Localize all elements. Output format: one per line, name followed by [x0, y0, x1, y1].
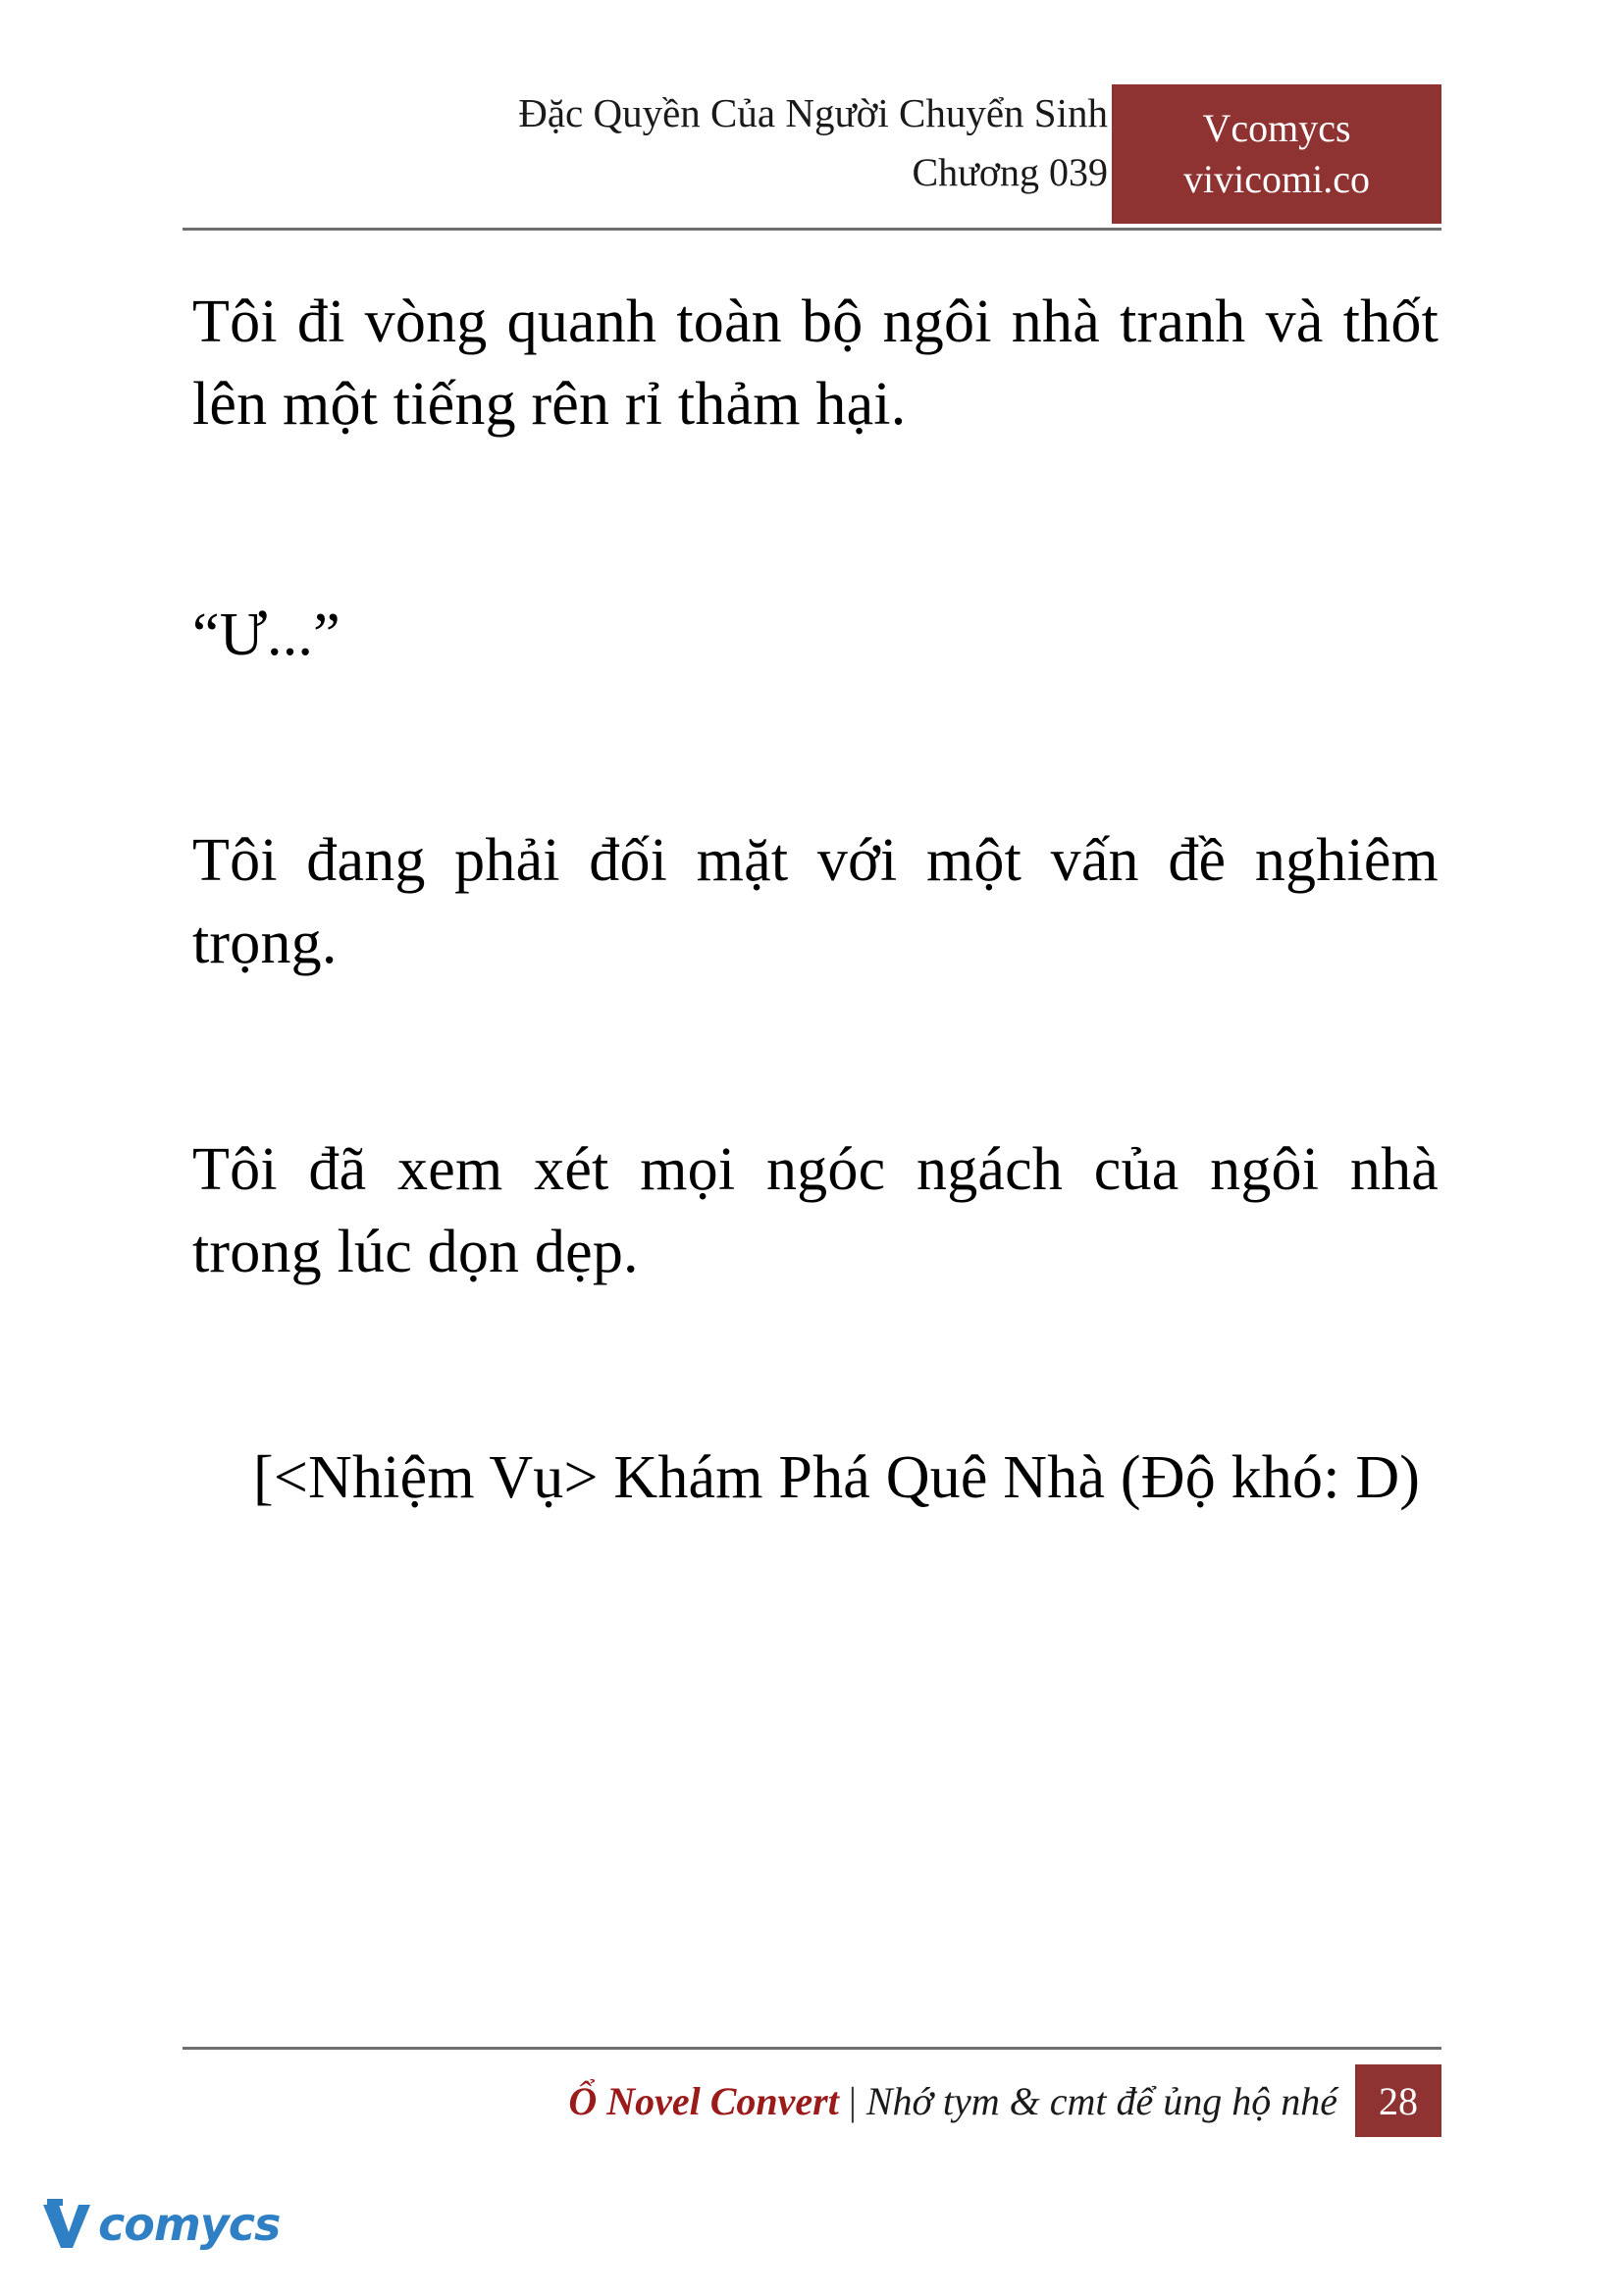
quest-paragraph: [<Nhiệm Vụ> Khám Phá Quê Nhà (Độ khó: D) — [253, 1444, 1421, 1512]
page-number-badge: 28 — [1355, 2064, 1441, 2137]
paragraph-spacer — [192, 446, 1439, 594]
header-divider — [183, 228, 1441, 231]
paragraph-spacer — [192, 676, 1439, 819]
page-footer — [183, 2064, 1441, 2143]
paragraph-spacer — [192, 985, 1439, 1128]
footer-note: Nhớ tym & cmt để ủng hộ nhé — [865, 2078, 1337, 2123]
footer-divider — [183, 2047, 1441, 2050]
site-badge-name: Vcomycs — [1202, 106, 1351, 150]
footer-inner — [568, 2064, 1441, 2137]
logo-text: comycs — [98, 2198, 281, 2251]
paragraph: Tôi đang phải đối mặt với một vấn đề nghiêm trọng. — [192, 826, 1439, 977]
header-title-block — [518, 88, 1108, 197]
site-badge — [1112, 84, 1441, 224]
chapter-label: Chương 039 — [912, 150, 1108, 195]
paragraph: Tôi đi vòng quanh toàn bộ ngôi nhà tranh và thốt lên một tiếng rên rỉ thảm hại. — [192, 288, 1439, 439]
paragraph-spacer — [192, 1293, 1439, 1436]
page-title: Đặc Quyền Của Người Chuyển Sinh — [518, 90, 1108, 135]
site-badge-url: vivicomi.co — [1183, 157, 1370, 201]
footer-brand: Ổ Novel Convert — [568, 2078, 839, 2123]
logo-v-icon — [39, 2197, 94, 2252]
footer-separator: | — [848, 2078, 857, 2123]
paragraph: Tôi đã xem xét mọi ngóc ngách của ngôi nhà trong lúc dọn dẹp. — [192, 1135, 1439, 1285]
paragraph: “Ư...” — [192, 600, 341, 668]
vcomycs-watermark-logo — [39, 2190, 280, 2259]
page-header — [183, 88, 1441, 226]
page-content — [192, 281, 1439, 1520]
